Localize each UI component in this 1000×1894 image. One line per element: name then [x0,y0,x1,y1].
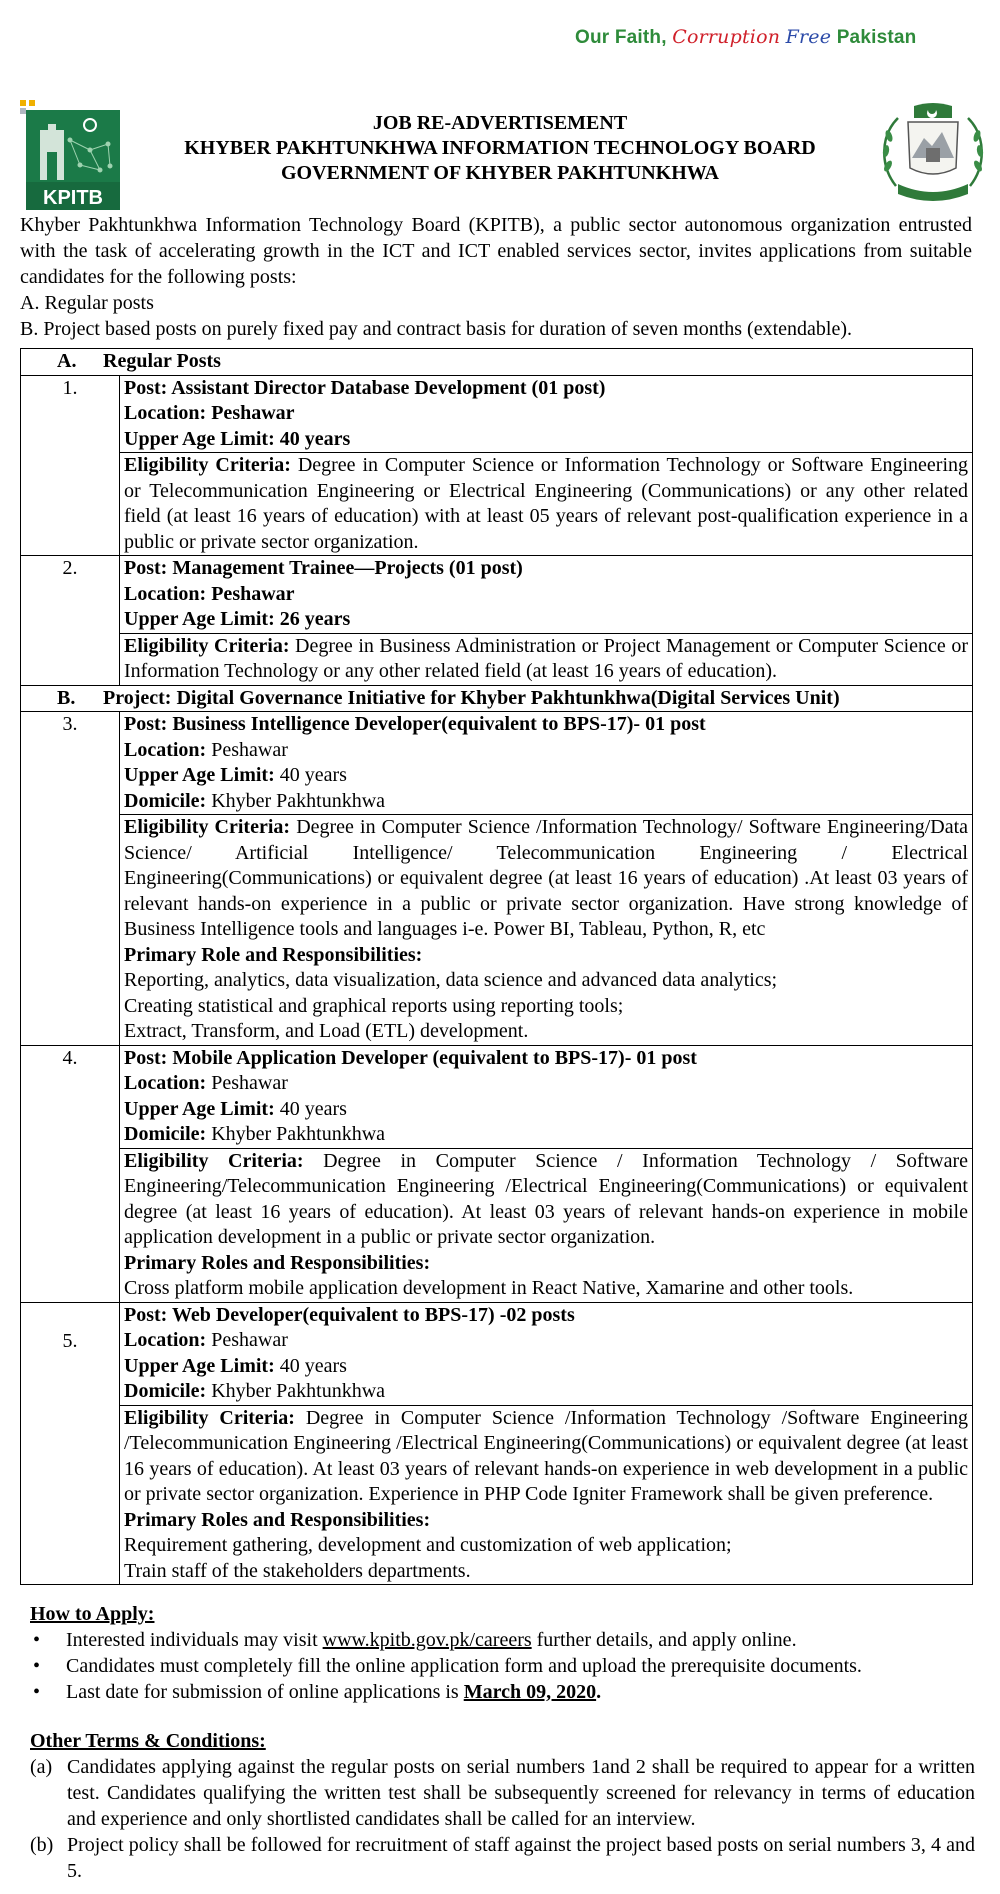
post-5-eligibility-row [21,1405,973,1585]
post-domicile [124,789,968,815]
document-header [0,111,1000,186]
term-label: (a) [30,1756,53,1778]
post-4-header-row [21,1045,973,1148]
post-label: Post: [124,1046,168,1069]
post-1-eligibility-row [21,453,973,556]
post-3-header-row [21,712,973,815]
post-2-details [120,556,973,634]
post-2-eligibility-text: Degree in Business Administration or Project Management or Computer Science or Information Technology or any other related field (at least 16 years of education). [124,634,968,682]
post-3-domicile: Khyber Pakhtunkhwa [211,789,386,812]
post-3-age: 40 years [279,764,347,786]
post-4-age: 40 years [279,1097,347,1120]
roles-heading: Primary Roles and Responsibilities: [124,1508,431,1531]
slogan [575,26,916,49]
post-number: 4. [21,1045,120,1302]
post-4-location: Peshawar [211,1072,288,1094]
slogan-part2: Corruption [672,26,781,48]
slogan-part3: Free [785,26,832,48]
post-label: Post: [124,376,168,399]
post-1-details [120,375,973,453]
post-age-limit [124,763,968,789]
how-to-apply-list [30,1627,975,1705]
role-item: Cross platform mobile application development in React Native, Xamarine and other tools. [124,1277,854,1299]
terms-heading: Other Terms & Conditions: [30,1730,266,1752]
intro-paragraph: Khyber Pakhtunkhwa Information Technology Board (KPITB), a public sector autonomous organization entrusted with the task of accelerating growth in the ICT and ICT enabled services sector, invites applications from suitable candidates for the following posts: [20,214,972,288]
header-organization: KHYBER PAKHTUNKHWA INFORMATION TECHNOLOGY BOARD [184,137,816,159]
post-age-limit [124,607,968,633]
section-b-row [21,685,973,712]
post-location [124,1328,968,1354]
post-5-header-row [21,1302,973,1405]
post-1-eligibility [120,453,973,556]
age-label: Upper Age Limit: [124,608,275,630]
role-item: Creating statistical and graphical reports using reporting tools; [124,994,624,1017]
term-text: Candidates applying against the regular posts on serial numbers 1and 2 shall be required to appear for a written test. Candidates qualifying the written test shall be subsequently screened for relevancy in terms of education and experience and only shortlisted candidates shall be called for an interview. [67,1756,975,1830]
post-4-title: Mobile Application Developer (equivalent to BPS-17)- 01 post [172,1046,697,1069]
post-4-details [120,1045,973,1148]
header-title: JOB RE-ADVERTISEMENT [372,112,628,134]
age-label: Upper Age Limit: [124,427,275,450]
post-5-eligibility [120,1405,973,1585]
eligibility-label: Eligibility Criteria: [124,1149,304,1172]
post-5-domicile: Khyber Pakhtunkhwa [211,1380,386,1402]
section-a-heading [21,349,973,376]
domicile-label: Domicile: [124,1380,207,1402]
post-number: 2. [21,556,120,686]
post-5-details [120,1302,973,1405]
post-number: 1. [21,375,120,556]
post-1-location: Peshawar [211,402,295,424]
post-2-eligibility-row [21,633,973,685]
post-number: 5. [21,1302,120,1585]
role-item: Requirement gathering, development and customization of web application; [124,1534,732,1556]
location-label: Location: [124,402,207,424]
domicile-label: Domicile: [124,1123,207,1145]
header-government: GOVERNMENT OF KHYBER PAKHTUNKHWA [281,162,719,184]
post-1-title: Assistant Director Database Development (01 post) [171,376,606,399]
post-1-age: 40 years [279,427,351,450]
post-location [124,582,968,608]
age-label: Upper Age Limit: [124,764,275,786]
post-age-limit [124,1354,968,1380]
post-3-title: Business Intelligence Developer(equivalent to BPS-17)- 01 post [172,713,706,735]
post-3-eligibility [120,815,973,1046]
post-3-eligibility-text: Degree in Computer Science /Information Technology/ Software Engineering/Data Science/ Artificial Intelligence/ Telecommunication Engineering / Electrical Engineering(Communications) or equivalent degree (at least 16 years of education) .At least 03 years of relevant hands-on experience in a public or private sector organization. Have strong knowledge of Business Intelligence tools and languages i-e. Power BI, Tableau, Python, R, etc [124,816,968,940]
roles-heading: Primary Roles and Responsibilities: [124,1251,431,1274]
post-domicile [124,1122,968,1148]
post-5-eligibility-text: Degree in Computer Science /Information Technology /Software Engineering /Telecommunication Engineering /Electrical Engineering(Communications) or equivalent degree (at least 16 years of education). At least 03 years of relevant hands-on experience in web development in a public or private sector organization. Experience in PHP Code Igniter Framework shall be given preference. [124,1406,969,1505]
section-b-heading [21,685,973,712]
section-b-letter: B. [57,686,76,709]
age-label: Upper Age Limit: [124,1097,275,1120]
section-a-row [21,349,973,376]
section-b-title: Project: Digital Governance Initiative for Khyber Pakhtunkhwa(Digital Services Unit) [103,686,840,709]
how-to-apply-heading: How to Apply: [30,1603,155,1625]
section-a-letter: A. [57,350,77,372]
post-2-header-row [21,556,973,634]
eligibility-label: Eligibility Criteria: [124,454,291,476]
location-label: Location: [124,582,207,605]
intro-item-a: A. Regular posts [20,292,154,314]
term-item-a [30,1754,975,1832]
post-2-location: Peshawar [211,582,295,605]
domicile-label: Domicile: [124,789,207,812]
post-location [124,401,968,427]
post-location [124,1071,968,1097]
roles-heading: Primary Role and Responsibilities: [124,943,423,966]
term-label: (b) [30,1834,54,1856]
post-3-details [120,712,973,815]
post-label: Post: [124,1303,168,1326]
post-1-eligibility-text: Degree in Computer Science or Information Technology or Software Engineering or Telecommunication Engineering or Electrical Engineering (Communications) or any other related field (at least 16 years of education) with at least 05 years of relevant post-qualification experience in a public or private sector organization. [124,454,969,553]
location-label: Location: [124,738,207,761]
list-item: • Candidates must completely fill the online application form and upload the prerequisite documents. [30,1653,975,1679]
post-age-limit [124,1097,968,1123]
eligibility-label: Eligibility Criteria: [124,816,291,838]
post-2-age: 26 years [279,608,351,630]
terms-and-conditions [30,1728,975,1884]
post-title [124,712,968,738]
post-2-title: Management Trainee—Projects (01 post) [172,557,523,579]
logo-text: KPITB [43,187,103,209]
post-4-eligibility [120,1148,973,1302]
post-2-eligibility [120,633,973,685]
posts-table [20,348,973,1585]
role-item: Train staff of the stakeholders departments. [124,1559,471,1582]
post-age-limit [124,427,968,453]
post-label: Post: [124,557,168,579]
role-item: Reporting, analytics, data visualization, data science and advanced data analytics; [124,969,778,991]
post-title [124,376,968,402]
apply-text: Interested individuals may visit [66,1629,323,1651]
eligibility-label: Eligibility Criteria: [124,1406,295,1429]
post-3-location: Peshawar [211,738,288,761]
term-text: Project policy shall be followed for recruitment of staff against the project based posts on serial numbers 3, 4 and 5. [67,1834,975,1882]
post-4-domicile: Khyber Pakhtunkhwa [211,1123,386,1145]
list-item [30,1679,975,1705]
post-4-eligibility-row [21,1148,973,1302]
age-label: Upper Age Limit: [124,1354,275,1377]
term-item-b [30,1832,975,1884]
post-title [124,1303,968,1329]
post-1-header-row [21,375,973,453]
location-label: Location: [124,1072,207,1094]
post-number: 3. [21,712,120,1046]
deadline-text: Last date for submission of online applications is [66,1681,464,1703]
post-5-location: Peshawar [211,1329,288,1351]
post-5-age: 40 years [279,1354,347,1377]
post-location [124,738,968,764]
post-3-eligibility-row [21,815,973,1046]
role-item: Extract, Transform, and Load (ETL) development. [124,1020,529,1042]
post-domicile [124,1379,968,1405]
post-5-title: Web Developer(equivalent to BPS-17) -02 posts [171,1303,575,1326]
post-title [124,556,968,582]
apply-text: further details, and apply online. [531,1629,797,1651]
intro-item-b: B. Project based posts on purely fixed pay and contract basis for duration of seven months (extendable). [20,318,853,340]
slogan-part4: Pakistan [836,27,917,48]
location-label: Location: [124,1329,207,1351]
eligibility-label: Eligibility Criteria: [124,634,290,657]
post-4-eligibility-text: Degree in Computer Science / Information Technology / Software Engineering/Telecommunication Engineering /Electrical Engineering(Communications) or equivalent degree (at least 16 years of education). At least 03 years of relevant hands-on experience in mobile application development in a public or private sector organization. [124,1149,968,1248]
post-title [124,1046,968,1072]
deadline-date: March 09, 2020 [463,1681,597,1703]
section-a-title: Regular Posts [103,350,221,372]
slogan-part1: Our Faith, [575,27,667,48]
post-label: Post: [124,713,168,735]
how-to-apply [30,1601,975,1705]
deadline-period: . [596,1681,602,1703]
intro [20,212,972,342]
careers-link[interactable]: www.kpitb.gov.pk/careers [322,1629,532,1651]
list-item [30,1627,975,1653]
